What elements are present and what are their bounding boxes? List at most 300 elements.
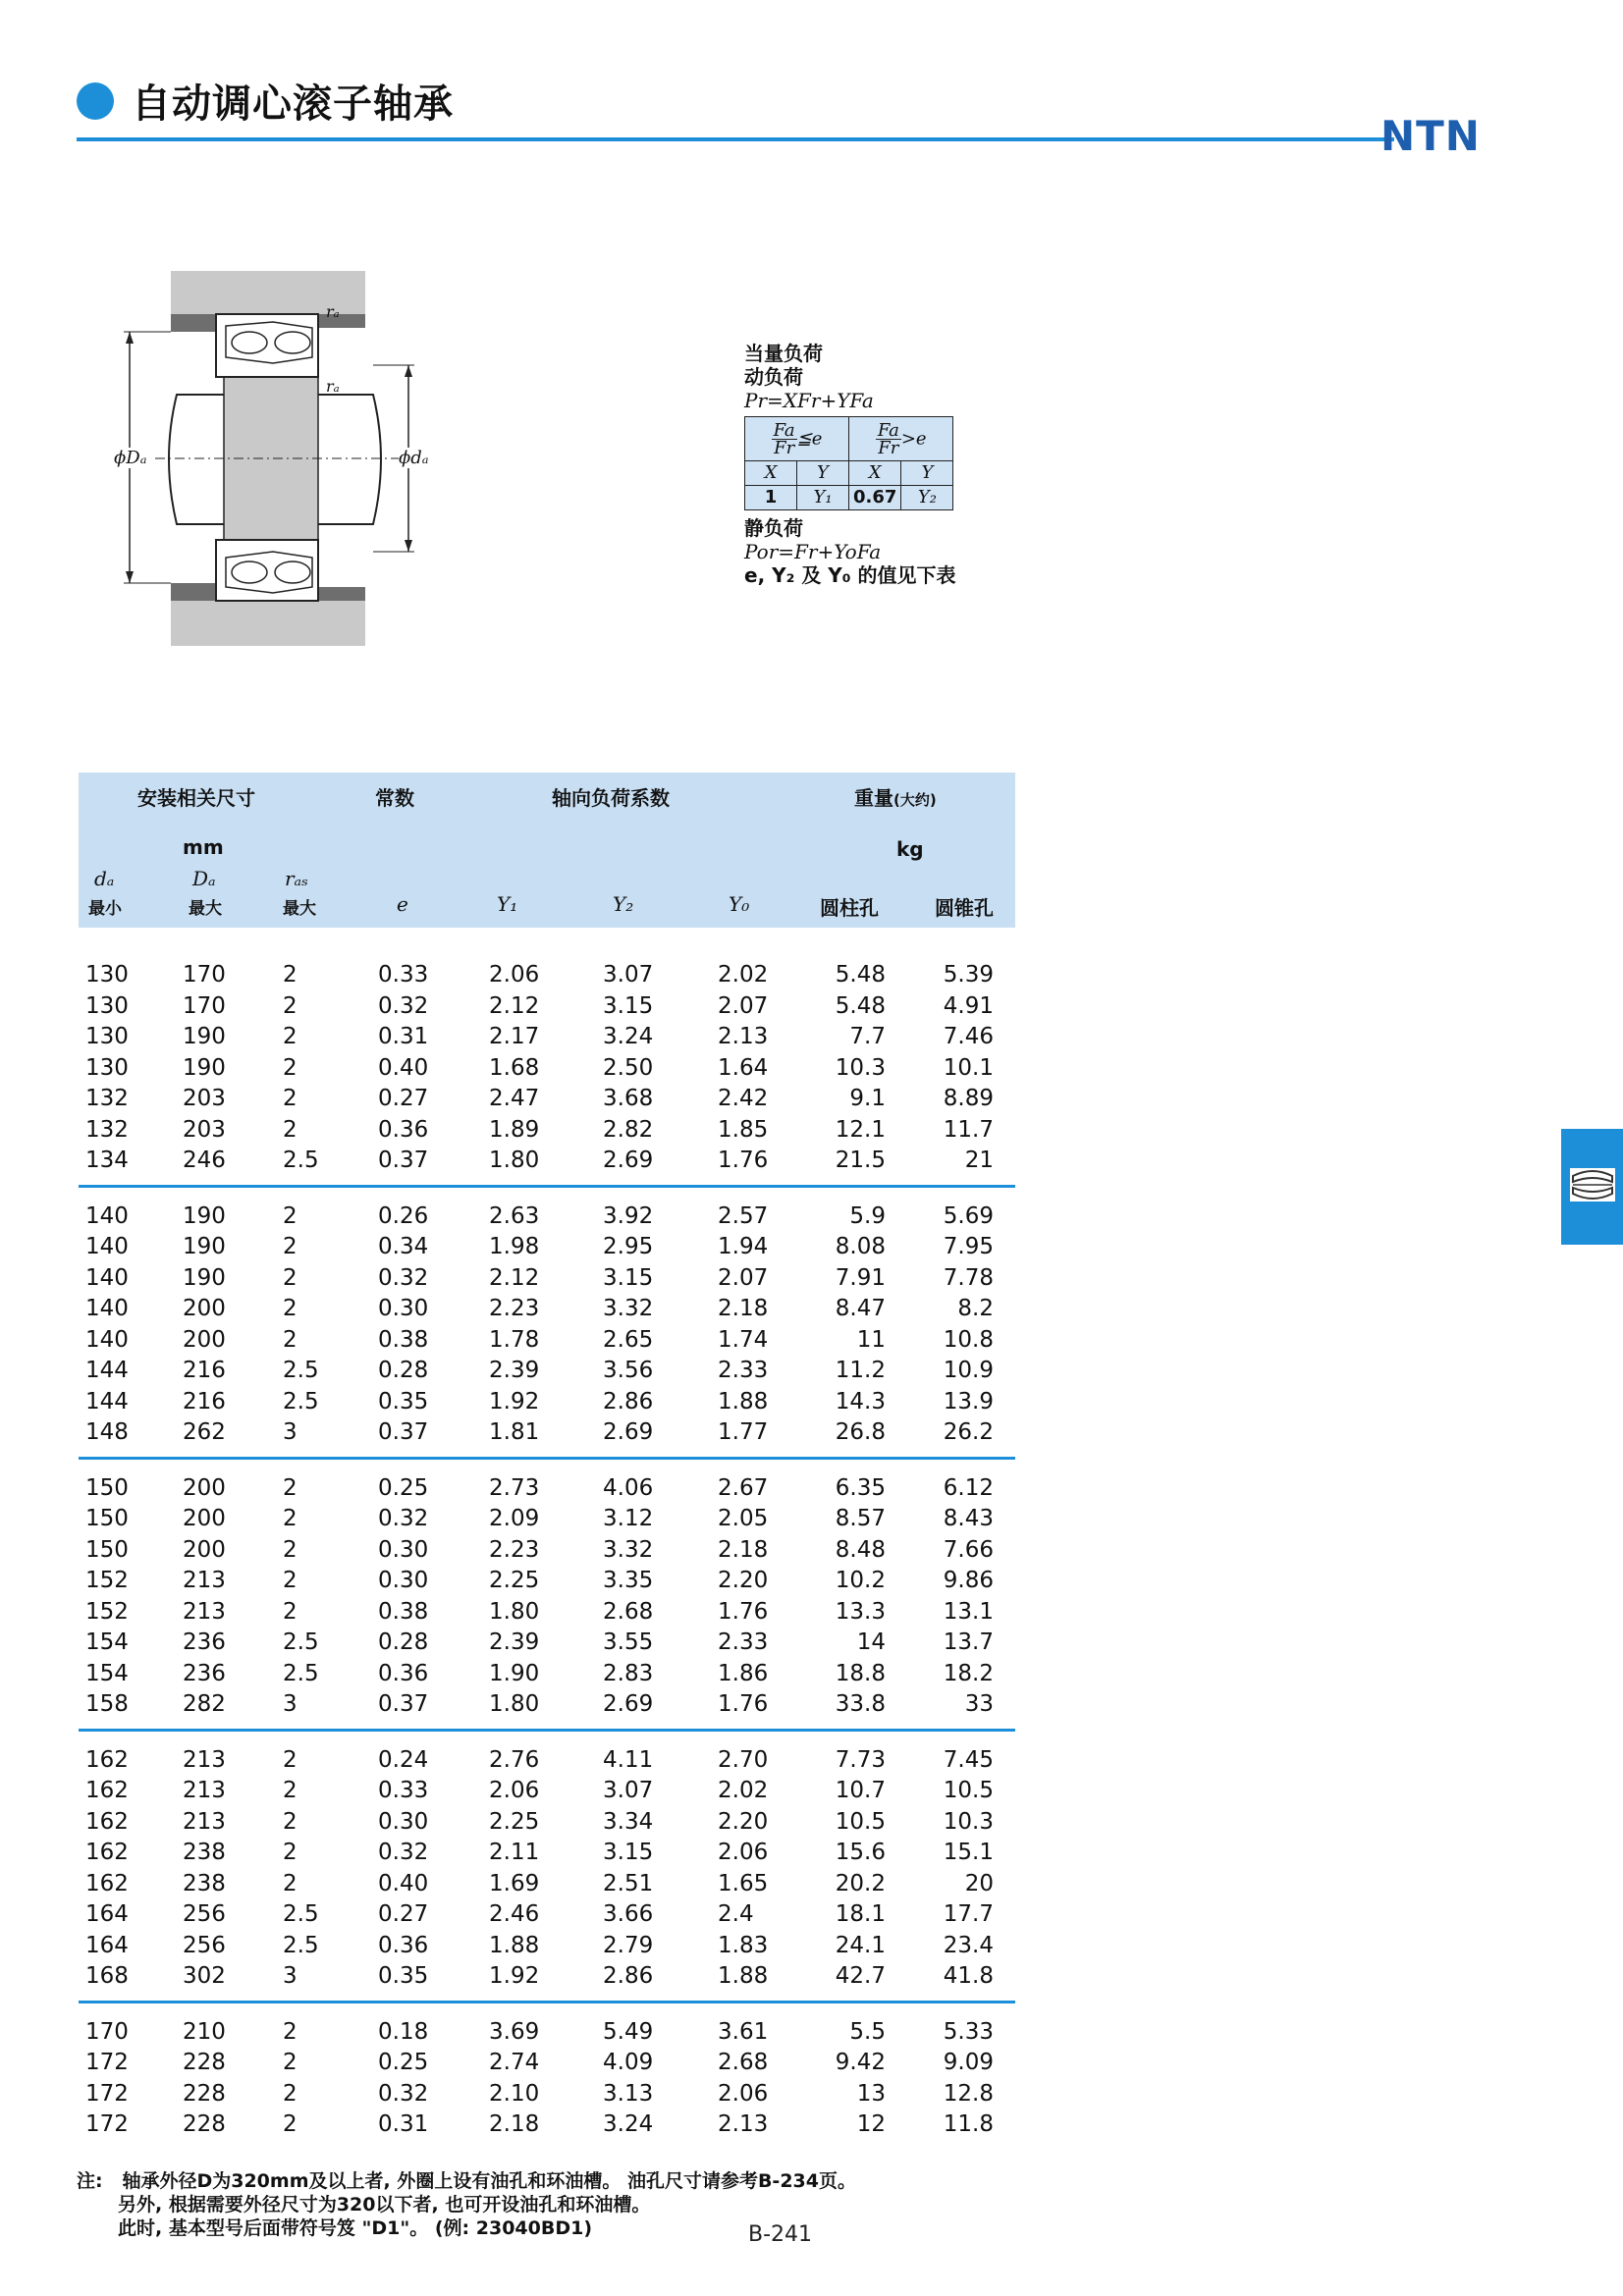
cell-ras: 2	[283, 1536, 298, 1563]
table-row	[79, 1022, 1015, 1053]
cell-Da: 302	[183, 1963, 226, 1989]
cell-e: 0.38	[378, 1598, 429, 1625]
cell-mass-cyl: 10.2	[835, 1568, 886, 1593]
cell-Y1: 2.47	[489, 1086, 540, 1111]
cell-Y1: 1.68	[489, 1054, 540, 1081]
load-formula-block	[744, 342, 956, 587]
cell-Y1: 1.81	[489, 1419, 540, 1445]
cell-Da: 256	[183, 1901, 226, 1927]
cell-Y1: 2.25	[489, 1808, 540, 1835]
cell-mass-taper: 7.95	[943, 1234, 994, 1259]
cell-Y0: 2.4	[718, 1901, 754, 1927]
cell-e: 0.27	[378, 1901, 429, 1927]
cell-e: 0.25	[378, 1474, 429, 1501]
cell-da: 140	[85, 1264, 129, 1291]
unit-kg: kg	[896, 837, 924, 861]
cell-ras: 2	[283, 1506, 298, 1531]
row-group	[79, 2017, 1015, 2149]
cell-da: 152	[85, 1568, 129, 1593]
cell-e: 0.40	[378, 1054, 429, 1081]
cell-da: 162	[85, 1808, 129, 1835]
cell-e: 0.18	[378, 2018, 429, 2045]
cell-e: 0.32	[378, 1264, 429, 1291]
cell-da: 140	[85, 1202, 129, 1229]
cell-Y1: 2.76	[489, 1746, 540, 1773]
cell-e: 0.37	[378, 1148, 429, 1173]
cell-Da: 236	[183, 1660, 226, 1686]
table-row	[79, 1232, 1015, 1263]
table-row	[79, 1566, 1015, 1597]
cell-e: 0.32	[378, 2080, 429, 2107]
cell-e: 0.36	[378, 1932, 429, 1958]
cell-ras: 2	[283, 1234, 298, 1259]
cell-ras: 2.5	[283, 1148, 319, 1173]
cell-mass-cyl: 26.8	[835, 1419, 886, 1445]
cell-da: 162	[85, 1778, 129, 1803]
cell-Y2: 2.65	[603, 1326, 654, 1353]
cell-Y1: 2.09	[489, 1506, 540, 1531]
cell-da: 132	[85, 1116, 129, 1143]
table-row	[79, 1961, 1015, 1993]
row-group	[79, 1201, 1015, 1460]
cell-ras: 2	[283, 1054, 298, 1081]
table-row	[79, 1597, 1015, 1629]
cell-Y1: 2.23	[489, 1296, 540, 1321]
cell-mass-cyl: 18.8	[835, 1660, 886, 1686]
cell-Y0: 2.13	[718, 1024, 769, 1049]
table-row	[79, 1659, 1015, 1690]
cell-Y0: 2.57	[718, 1202, 769, 1229]
condition-large: $\frac{Fa}{Fr}$ >e	[849, 417, 953, 461]
static-equation: Por=Fr+YoFa	[744, 540, 882, 563]
cell-mass-taper: 7.78	[943, 1264, 994, 1291]
cell-mass-taper: 15.1	[943, 1840, 994, 1865]
dynamic-equation: Pr=XFr+YFa	[744, 389, 874, 412]
cell-Y2: 3.13	[603, 2080, 654, 2107]
val-X2: 0.67	[849, 486, 901, 510]
cell-da: 130	[85, 1054, 129, 1081]
cell-Da: 228	[183, 2050, 226, 2075]
table-row	[79, 1387, 1015, 1418]
cell-e: 0.34	[378, 1234, 429, 1259]
cell-e: 0.31	[378, 1024, 429, 1049]
cell-da: 172	[85, 2111, 129, 2137]
cell-ras: 2.5	[283, 1629, 319, 1655]
cell-mass-taper: 18.2	[943, 1660, 994, 1686]
cell-Y0: 1.88	[718, 1388, 769, 1415]
note-line-3: 此时, 基本型号后面带符号笈 "D1"。 (例: 23040BD1)	[118, 2217, 593, 2239]
cell-Y0: 2.20	[718, 1568, 769, 1593]
cell-ras: 2	[283, 1568, 298, 1593]
cell-mass-taper: 23.4	[943, 1932, 994, 1958]
cell-Y2: 2.79	[603, 1932, 654, 1958]
cell-mass-taper: 20	[964, 1870, 994, 1896]
cell-ras: 2	[283, 1202, 298, 1229]
cell-mass-cyl: 8.47	[835, 1296, 886, 1321]
cell-Y1: 2.74	[489, 2050, 540, 2075]
cell-Y1: 2.63	[489, 1202, 540, 1229]
cell-e: 0.30	[378, 1568, 429, 1593]
cell-Y1: 2.39	[489, 1358, 540, 1383]
cell-Y2: 2.69	[603, 1691, 654, 1717]
cell-da: 150	[85, 1536, 129, 1563]
cell-Y2: 3.68	[603, 1086, 654, 1111]
cell-Y2: 2.51	[603, 1870, 654, 1896]
equivalent-load-title: 当量负荷	[744, 342, 823, 365]
table-row	[79, 1294, 1015, 1325]
cell-e: 0.35	[378, 1388, 429, 1415]
cell-Da: 190	[183, 1264, 226, 1291]
cell-Y0: 2.20	[718, 1808, 769, 1835]
cell-ras: 2.5	[283, 1660, 319, 1686]
cell-mass-taper: 8.43	[943, 1506, 994, 1531]
cell-mass-taper: 4.91	[943, 992, 994, 1019]
cell-Da: 190	[183, 1234, 226, 1259]
cell-e: 0.30	[378, 1536, 429, 1563]
cell-Y0: 2.70	[718, 1746, 769, 1773]
cell-Y2: 3.24	[603, 1024, 654, 1049]
cell-ras: 3	[283, 1963, 298, 1989]
cell-Y1: 2.10	[489, 2080, 540, 2107]
ra-label-top: rₐ	[326, 302, 340, 321]
page-title: 自动调心滚子轴承	[132, 81, 454, 127]
cell-da: 162	[85, 1746, 129, 1773]
cell-Y2: 3.56	[603, 1358, 654, 1383]
cell-Y0: 1.83	[718, 1932, 769, 1958]
cell-mass-cyl: 5.5	[849, 2018, 886, 2045]
cell-mass-cyl: 6.35	[835, 1474, 886, 1501]
table-row	[79, 1356, 1015, 1387]
cell-Y0: 2.33	[718, 1358, 769, 1383]
cell-ras: 2	[283, 1870, 298, 1896]
cell-mass-taper: 26.2	[943, 1419, 994, 1445]
cell-Da: 262	[183, 1419, 226, 1445]
cell-mass-cyl: 18.1	[835, 1901, 886, 1927]
cell-Y1: 2.17	[489, 1024, 540, 1049]
cell-Y0: 2.68	[718, 2050, 769, 2075]
cell-Y2: 3.66	[603, 1901, 654, 1927]
cell-Y0: 2.07	[718, 992, 769, 1019]
col-Da: Dₐ	[192, 867, 216, 890]
cell-e: 0.31	[378, 2111, 429, 2137]
cell-Da: 238	[183, 1840, 226, 1865]
cell-mass-cyl: 13.3	[835, 1598, 886, 1625]
table-row	[79, 1146, 1015, 1177]
cell-mass-taper: 7.66	[943, 1536, 994, 1563]
sub-ras-max: 最大	[283, 899, 316, 919]
cell-ras: 2	[283, 1778, 298, 1803]
cell-ras: 2	[283, 2080, 298, 2107]
cell-Y1: 2.11	[489, 1840, 540, 1865]
sub-Y2: Y	[901, 461, 953, 486]
cell-da: 140	[85, 1326, 129, 1353]
cell-mass-cyl: 5.48	[835, 992, 886, 1019]
cell-e: 0.32	[378, 1506, 429, 1531]
cell-Y2: 3.15	[603, 1264, 654, 1291]
cell-Y2: 3.55	[603, 1629, 654, 1655]
table-row	[79, 1201, 1015, 1233]
note-line-1: 轴承外径D为320mm及以上者, 外圈上设有油孔和环油槽。 油孔尺寸请参考B-234页。	[122, 2170, 856, 2192]
header-mount-dims: 安装相关尺寸	[137, 786, 255, 810]
cell-da: 144	[85, 1358, 129, 1383]
cell-Y2: 2.68	[603, 1598, 654, 1625]
cell-mass-cyl: 21.5	[835, 1148, 886, 1173]
cell-da: 150	[85, 1506, 129, 1531]
cell-Y0: 1.74	[718, 1326, 769, 1353]
cell-ras: 2.5	[283, 1932, 319, 1958]
cell-mass-cyl: 9.1	[849, 1086, 886, 1111]
table-row	[79, 2017, 1015, 2049]
cell-e: 0.37	[378, 1419, 429, 1445]
ra-label-mid: rₐ	[326, 377, 340, 396]
cell-Y2: 3.32	[603, 1296, 654, 1321]
cell-Y2: 3.24	[603, 2111, 654, 2137]
cell-ras: 2	[283, 2111, 298, 2137]
cell-Y2: 3.15	[603, 992, 654, 1019]
page-number: B-241	[748, 2222, 813, 2247]
cell-Y1: 1.98	[489, 1234, 540, 1259]
cell-Da: 246	[183, 1148, 226, 1173]
cell-Y0: 2.06	[718, 2080, 769, 2107]
cell-Da: 190	[183, 1054, 226, 1081]
cell-da: 140	[85, 1296, 129, 1321]
row-group	[79, 960, 1015, 1188]
cell-mass-cyl: 10.3	[835, 1054, 886, 1081]
table-row	[79, 1504, 1015, 1535]
cell-Y1: 1.90	[489, 1660, 540, 1686]
cell-e: 0.37	[378, 1691, 429, 1717]
cell-mass-cyl: 11.2	[835, 1358, 886, 1383]
cell-Da: 213	[183, 1778, 226, 1803]
cell-Y1: 1.69	[489, 1870, 540, 1896]
condition-small: $\frac{Fa}{Fr}$ ≦e	[745, 417, 849, 461]
col-Y2: Y₂	[613, 892, 634, 916]
table-row	[79, 1838, 1015, 1869]
section-tab[interactable]	[1561, 1129, 1623, 1245]
cell-e: 0.36	[378, 1116, 429, 1143]
cell-Y0: 2.13	[718, 2111, 769, 2137]
cell-Y1: 2.12	[489, 992, 540, 1019]
cell-Y2: 3.92	[603, 1202, 654, 1229]
cell-mass-cyl: 14.3	[835, 1388, 886, 1415]
cell-Y1: 2.06	[489, 1778, 540, 1803]
cell-da: 140	[85, 1234, 129, 1259]
cell-ras: 2	[283, 1116, 298, 1143]
cell-mass-cyl: 14	[856, 1629, 886, 1655]
cell-e: 0.30	[378, 1808, 429, 1835]
cell-mass-cyl: 5.48	[835, 962, 886, 988]
cell-Y0: 2.02	[718, 1778, 769, 1803]
cell-mass-taper: 10.8	[943, 1326, 994, 1353]
cell-Y0: 1.86	[718, 1660, 769, 1686]
cell-da: 162	[85, 1840, 129, 1865]
note-line-2: 另外, 根据需要外径尺寸为320以下者, 也可开设油孔和环油槽。	[118, 2194, 651, 2216]
cell-ras: 2.5	[283, 1901, 319, 1927]
cell-Y0: 1.64	[718, 1054, 769, 1081]
cell-da: 150	[85, 1474, 129, 1501]
cell-Y0: 3.61	[718, 2018, 769, 2045]
cell-Da: 256	[183, 1932, 226, 1958]
cell-ras: 3	[283, 1419, 298, 1445]
cell-ras: 2	[283, 1326, 298, 1353]
cell-Y2: 2.86	[603, 1388, 654, 1415]
cell-Y1: 1.88	[489, 1932, 540, 1958]
cell-ras: 2	[283, 1474, 298, 1501]
cell-Y0: 2.18	[718, 1536, 769, 1563]
cell-mass-taper: 7.46	[943, 1024, 994, 1049]
dynamic-load-title: 动负荷	[744, 365, 803, 389]
cell-mass-taper: 13.7	[943, 1629, 994, 1655]
cell-Da: 213	[183, 1568, 226, 1593]
mounting-diagram	[116, 267, 430, 664]
col-ras: rₐₛ	[285, 867, 308, 890]
cell-e: 0.33	[378, 962, 429, 988]
cell-mass-taper: 41.8	[943, 1963, 994, 1989]
cell-mass-taper: 8.2	[957, 1296, 994, 1321]
cell-mass-taper: 9.86	[943, 1568, 994, 1593]
unit-mm: mm	[183, 835, 224, 859]
cell-mass-taper: 13.9	[943, 1388, 994, 1415]
cell-Y2: 3.35	[603, 1568, 654, 1593]
sub-da-min: 最小	[88, 899, 122, 919]
table-row	[79, 1325, 1015, 1357]
cell-Y0: 2.05	[718, 1506, 769, 1531]
col-cylindrical-bore: 圆柱孔	[820, 896, 879, 920]
cell-Da: 216	[183, 1388, 226, 1415]
cell-mass-cyl: 42.7	[835, 1963, 886, 1989]
col-Y1: Y₁	[497, 892, 518, 916]
cell-Y2: 5.49	[603, 2018, 654, 2045]
cell-Da: 200	[183, 1326, 226, 1353]
cell-Y2: 3.07	[603, 962, 654, 988]
cell-mass-cyl: 13	[856, 2080, 886, 2107]
cell-e: 0.30	[378, 1296, 429, 1321]
cell-Y2: 2.50	[603, 1054, 654, 1081]
sub-Da-max: 最大	[189, 899, 222, 919]
cell-Y1: 1.80	[489, 1148, 540, 1173]
cell-Y0: 1.76	[718, 1148, 769, 1173]
cell-ras: 2	[283, 1840, 298, 1865]
cell-da: 144	[85, 1388, 129, 1415]
cell-Da: 236	[183, 1629, 226, 1655]
cell-Y0: 2.07	[718, 1264, 769, 1291]
cell-e: 0.38	[378, 1326, 429, 1353]
cell-Y1: 1.78	[489, 1326, 540, 1353]
formula-note: e, Y₂ 及 Y₀ 的值见下表	[744, 563, 956, 587]
cell-Y1: 1.92	[489, 1388, 540, 1415]
cell-Da: 228	[183, 2111, 226, 2137]
cell-Da: 200	[183, 1506, 226, 1531]
cell-e: 0.28	[378, 1629, 429, 1655]
cell-mass-taper: 11.7	[943, 1116, 994, 1143]
factor-table	[744, 416, 953, 510]
cell-da: 130	[85, 1024, 129, 1049]
cell-Da: 200	[183, 1474, 226, 1501]
cell-mass-cyl: 9.42	[835, 2050, 886, 2075]
brand-logo: NTN	[1380, 112, 1481, 160]
cell-Y1: 2.25	[489, 1568, 540, 1593]
val-Y2: Y₂	[901, 486, 953, 510]
cell-mass-cyl: 12	[856, 2111, 886, 2137]
cell-mass-cyl: 8.57	[835, 1506, 886, 1531]
cell-mass-cyl: 11	[856, 1326, 886, 1353]
cell-mass-taper: 21	[964, 1148, 994, 1173]
table-row	[79, 991, 1015, 1023]
cell-mass-taper: 10.1	[943, 1054, 994, 1081]
cell-mass-cyl: 8.48	[835, 1536, 886, 1563]
sub-X2: X	[849, 461, 901, 486]
cell-mass-cyl: 7.7	[849, 1024, 886, 1049]
cell-Y0: 2.18	[718, 1296, 769, 1321]
cell-Y2: 3.15	[603, 1840, 654, 1865]
cell-ras: 3	[283, 1691, 298, 1717]
cell-mass-taper: 11.8	[943, 2111, 994, 2137]
col-da: dₐ	[94, 867, 115, 890]
cell-Y0: 2.67	[718, 1474, 769, 1501]
cell-Y2: 3.07	[603, 1778, 654, 1803]
static-load-title: 静负荷	[744, 516, 803, 540]
cell-mass-taper: 7.45	[943, 1746, 994, 1773]
cell-Y2: 2.69	[603, 1148, 654, 1173]
cell-Y0: 1.85	[718, 1116, 769, 1143]
cell-da: 152	[85, 1598, 129, 1625]
cell-Y2: 4.11	[603, 1746, 654, 1773]
cell-mass-taper: 9.09	[943, 2050, 994, 2075]
cell-Da: 238	[183, 1870, 226, 1896]
cell-mass-taper: 12.8	[943, 2080, 994, 2107]
cell-mass-cyl: 33.8	[835, 1691, 886, 1717]
cell-Y2: 3.32	[603, 1536, 654, 1563]
cell-ras: 2	[283, 2018, 298, 2045]
table-row	[79, 1628, 1015, 1659]
cell-e: 0.25	[378, 2050, 429, 2075]
cell-Y0: 1.65	[718, 1870, 769, 1896]
table-row	[79, 1931, 1015, 1962]
cell-da: 134	[85, 1148, 129, 1173]
table-row	[79, 1899, 1015, 1931]
cell-Y2: 4.09	[603, 2050, 654, 2075]
cell-Y2: 3.12	[603, 1506, 654, 1531]
table-row	[79, 2048, 1015, 2079]
bearing-icon	[1569, 1164, 1616, 1205]
sub-X1: X	[745, 461, 797, 486]
cell-Da: 213	[183, 1598, 226, 1625]
cell-Da: 203	[183, 1086, 226, 1111]
cell-ras: 2	[283, 1808, 298, 1835]
cell-Y1: 3.69	[489, 2018, 540, 2045]
cell-da: 130	[85, 962, 129, 988]
table-row	[79, 1535, 1015, 1567]
data-table	[79, 960, 1015, 2163]
table-row	[79, 1263, 1015, 1295]
cell-ras: 2.5	[283, 1388, 319, 1415]
cell-mass-cyl: 10.7	[835, 1778, 886, 1803]
title-rule	[77, 137, 1394, 141]
table-row	[79, 1776, 1015, 1807]
table-row	[79, 1417, 1015, 1449]
cell-mass-cyl: 7.91	[835, 1264, 886, 1291]
cell-mass-taper: 13.1	[943, 1598, 994, 1625]
cell-Da: 190	[183, 1024, 226, 1049]
table-row	[79, 960, 1015, 991]
table-row	[79, 1745, 1015, 1777]
row-group	[79, 1473, 1015, 1732]
header-constant: 常数	[375, 786, 414, 810]
cell-Y2: 4.06	[603, 1474, 654, 1501]
table-row	[79, 1053, 1015, 1085]
cell-ras: 2	[283, 1746, 298, 1773]
cell-mass-cyl: 20.2	[835, 1870, 886, 1896]
